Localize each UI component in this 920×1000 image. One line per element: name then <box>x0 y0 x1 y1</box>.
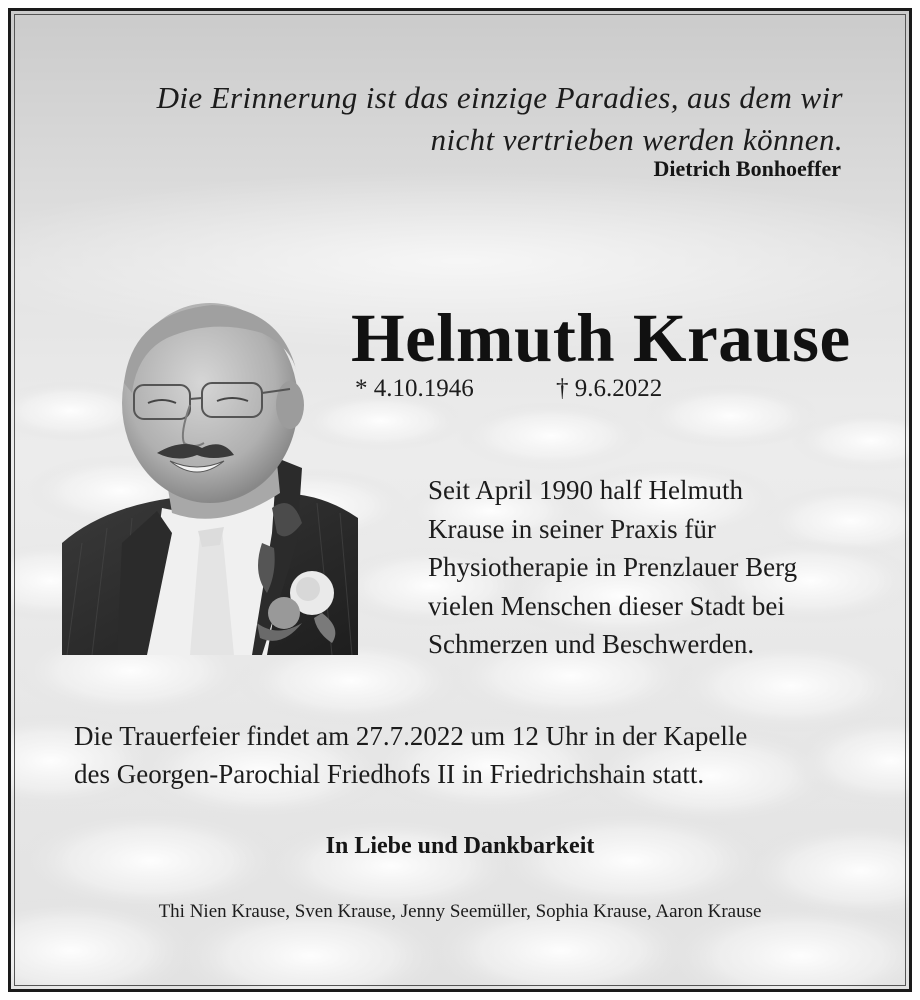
service-line: Die Trauerfeier findet am 27.7.2022 um 12 Uhr in der Kapelle <box>74 721 748 751</box>
quote-author: Dietrich Bonhoeffer <box>653 156 841 181</box>
birth-date: * 4.10.1946 <box>355 375 474 402</box>
mourners-list: Thi Nien Krause, Sven Krause, Jenny Seemüller, Sophia Krause, Aaron Krause <box>158 901 762 922</box>
quote-line-1: Die Erinnerung ist das einzige Paradies, aus dem wir <box>156 80 843 115</box>
epigraph-quote <box>83 77 843 161</box>
bio-line: Physiotherapie in Prenzlauer Berg <box>428 552 798 582</box>
biography-text <box>428 471 868 664</box>
death-date: † 9.6.2022 <box>556 375 663 402</box>
life-dates <box>355 375 663 403</box>
service-line: des Georgen-Parochial Friedhofs II in Friedrichshain statt. <box>74 759 705 789</box>
deceased-name: Helmuth Krause <box>351 300 851 376</box>
funeral-service-info <box>74 717 874 793</box>
bio-line: vielen Menschen dieser Stadt bei <box>428 590 785 621</box>
bio-line: Krause in seiner Praxis für <box>428 513 716 544</box>
bio-line: Seit April 1990 half Helmuth <box>428 475 743 505</box>
bio-line: Schmerzen und Beschwerden. <box>428 629 755 659</box>
portrait-photo <box>62 293 358 655</box>
obituary-notice <box>8 8 912 992</box>
quote-line-2: nicht vertrieben werden können. <box>430 122 843 157</box>
closing-phrase: In Liebe und Dankbarkeit <box>325 833 595 859</box>
